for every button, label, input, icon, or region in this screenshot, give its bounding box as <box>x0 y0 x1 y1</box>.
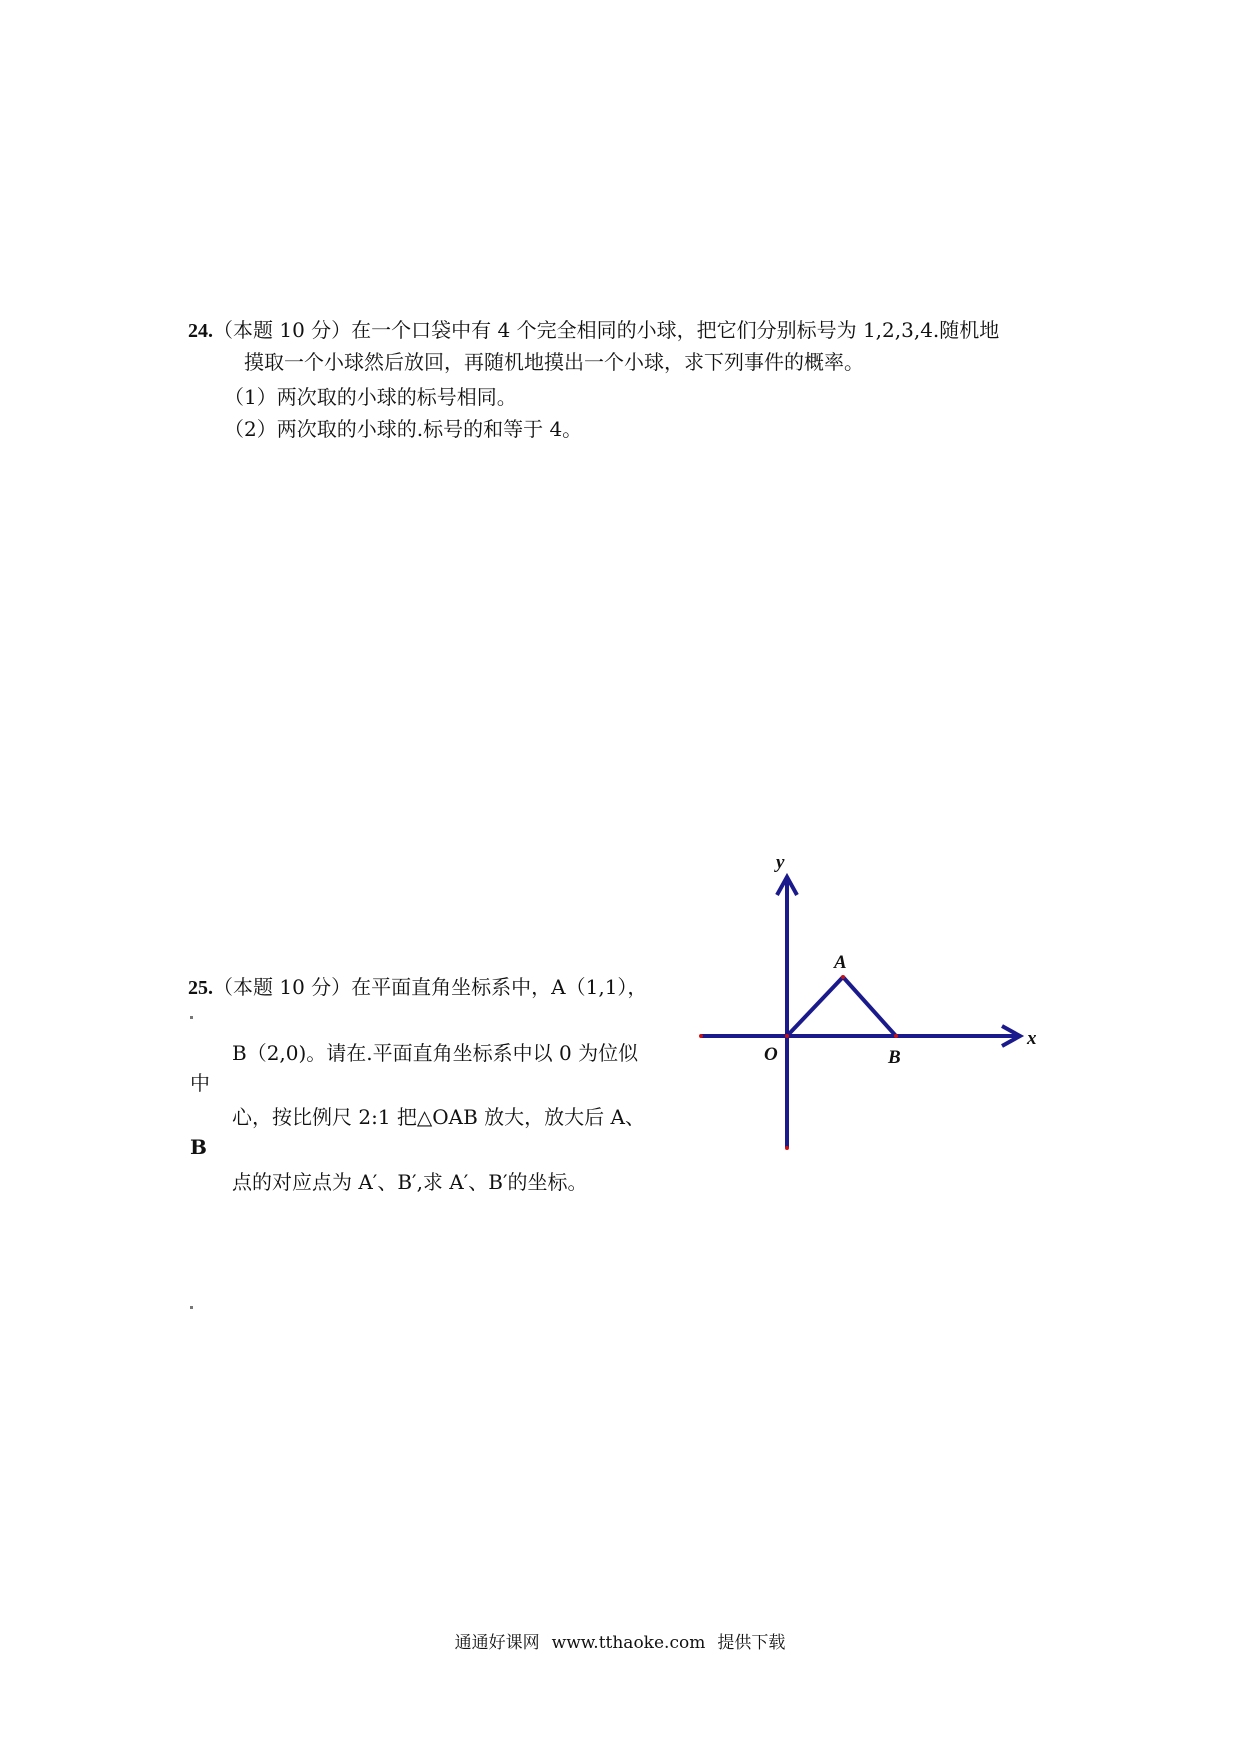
footer-url: www.tthaoke.com <box>551 1633 706 1653</box>
endpoint-dot <box>699 1034 703 1038</box>
label-a: A <box>834 952 847 973</box>
q24-stem-line2: 摸取一个小球然后放回，再随机地摸出一个小球，求下列事件的概率。 <box>244 350 864 374</box>
q24-part2: （2）两次取的小球的.标号的和等于 4。 <box>224 417 583 441</box>
q25-stem-line3-wrap: B <box>190 1135 207 1159</box>
footer-suffix: 提供下载 <box>717 1633 786 1653</box>
stray-mark <box>190 1016 193 1019</box>
endpoint-dot <box>894 1034 898 1038</box>
q24-part1: （1）两次取的小球的标号相同。 <box>224 385 517 409</box>
q25-stem-line2-wrap: 中 <box>190 1071 210 1095</box>
q25-stem-line4: 点的对应点为 A′、B′,求 A′、B′的坐标。 <box>232 1170 588 1194</box>
coordinate-figure <box>696 850 1066 1166</box>
label-y: y <box>776 852 785 873</box>
segment-oa <box>787 977 843 1036</box>
q24-stem-line1: （本题 10 分）在一个口袋中有 4 个完全相同的小球，把它们分别标号为 1,2,3,4.随机地 <box>213 318 1000 342</box>
endpoint-dot <box>785 1146 789 1150</box>
endpoint-dot <box>785 1034 789 1038</box>
q25-line1 <box>188 975 647 1000</box>
q25-stem-line3: 心，按比例尺 2:1 把△OAB 放大，放大后 A、 <box>232 1105 645 1129</box>
label-o: O <box>764 1044 778 1065</box>
q24-line1 <box>188 318 999 343</box>
page-footer <box>0 1632 1240 1654</box>
q25-stem-line2: B（2,0)。请在.平面直角坐标系中以 0 为位似 <box>232 1041 639 1065</box>
q25-stem-line1: （本题 10 分）在平面直角坐标系中，A（1,1）， <box>213 975 648 999</box>
q24-number: 24. <box>188 320 213 342</box>
label-b: B <box>888 1047 901 1068</box>
label-x: x <box>1027 1028 1037 1049</box>
footer-site-name: 通通好课网 <box>454 1633 540 1653</box>
endpoint-dot <box>841 975 845 979</box>
segment-ab <box>843 977 896 1036</box>
stray-mark <box>190 1306 193 1309</box>
q25-number: 25. <box>188 977 213 999</box>
